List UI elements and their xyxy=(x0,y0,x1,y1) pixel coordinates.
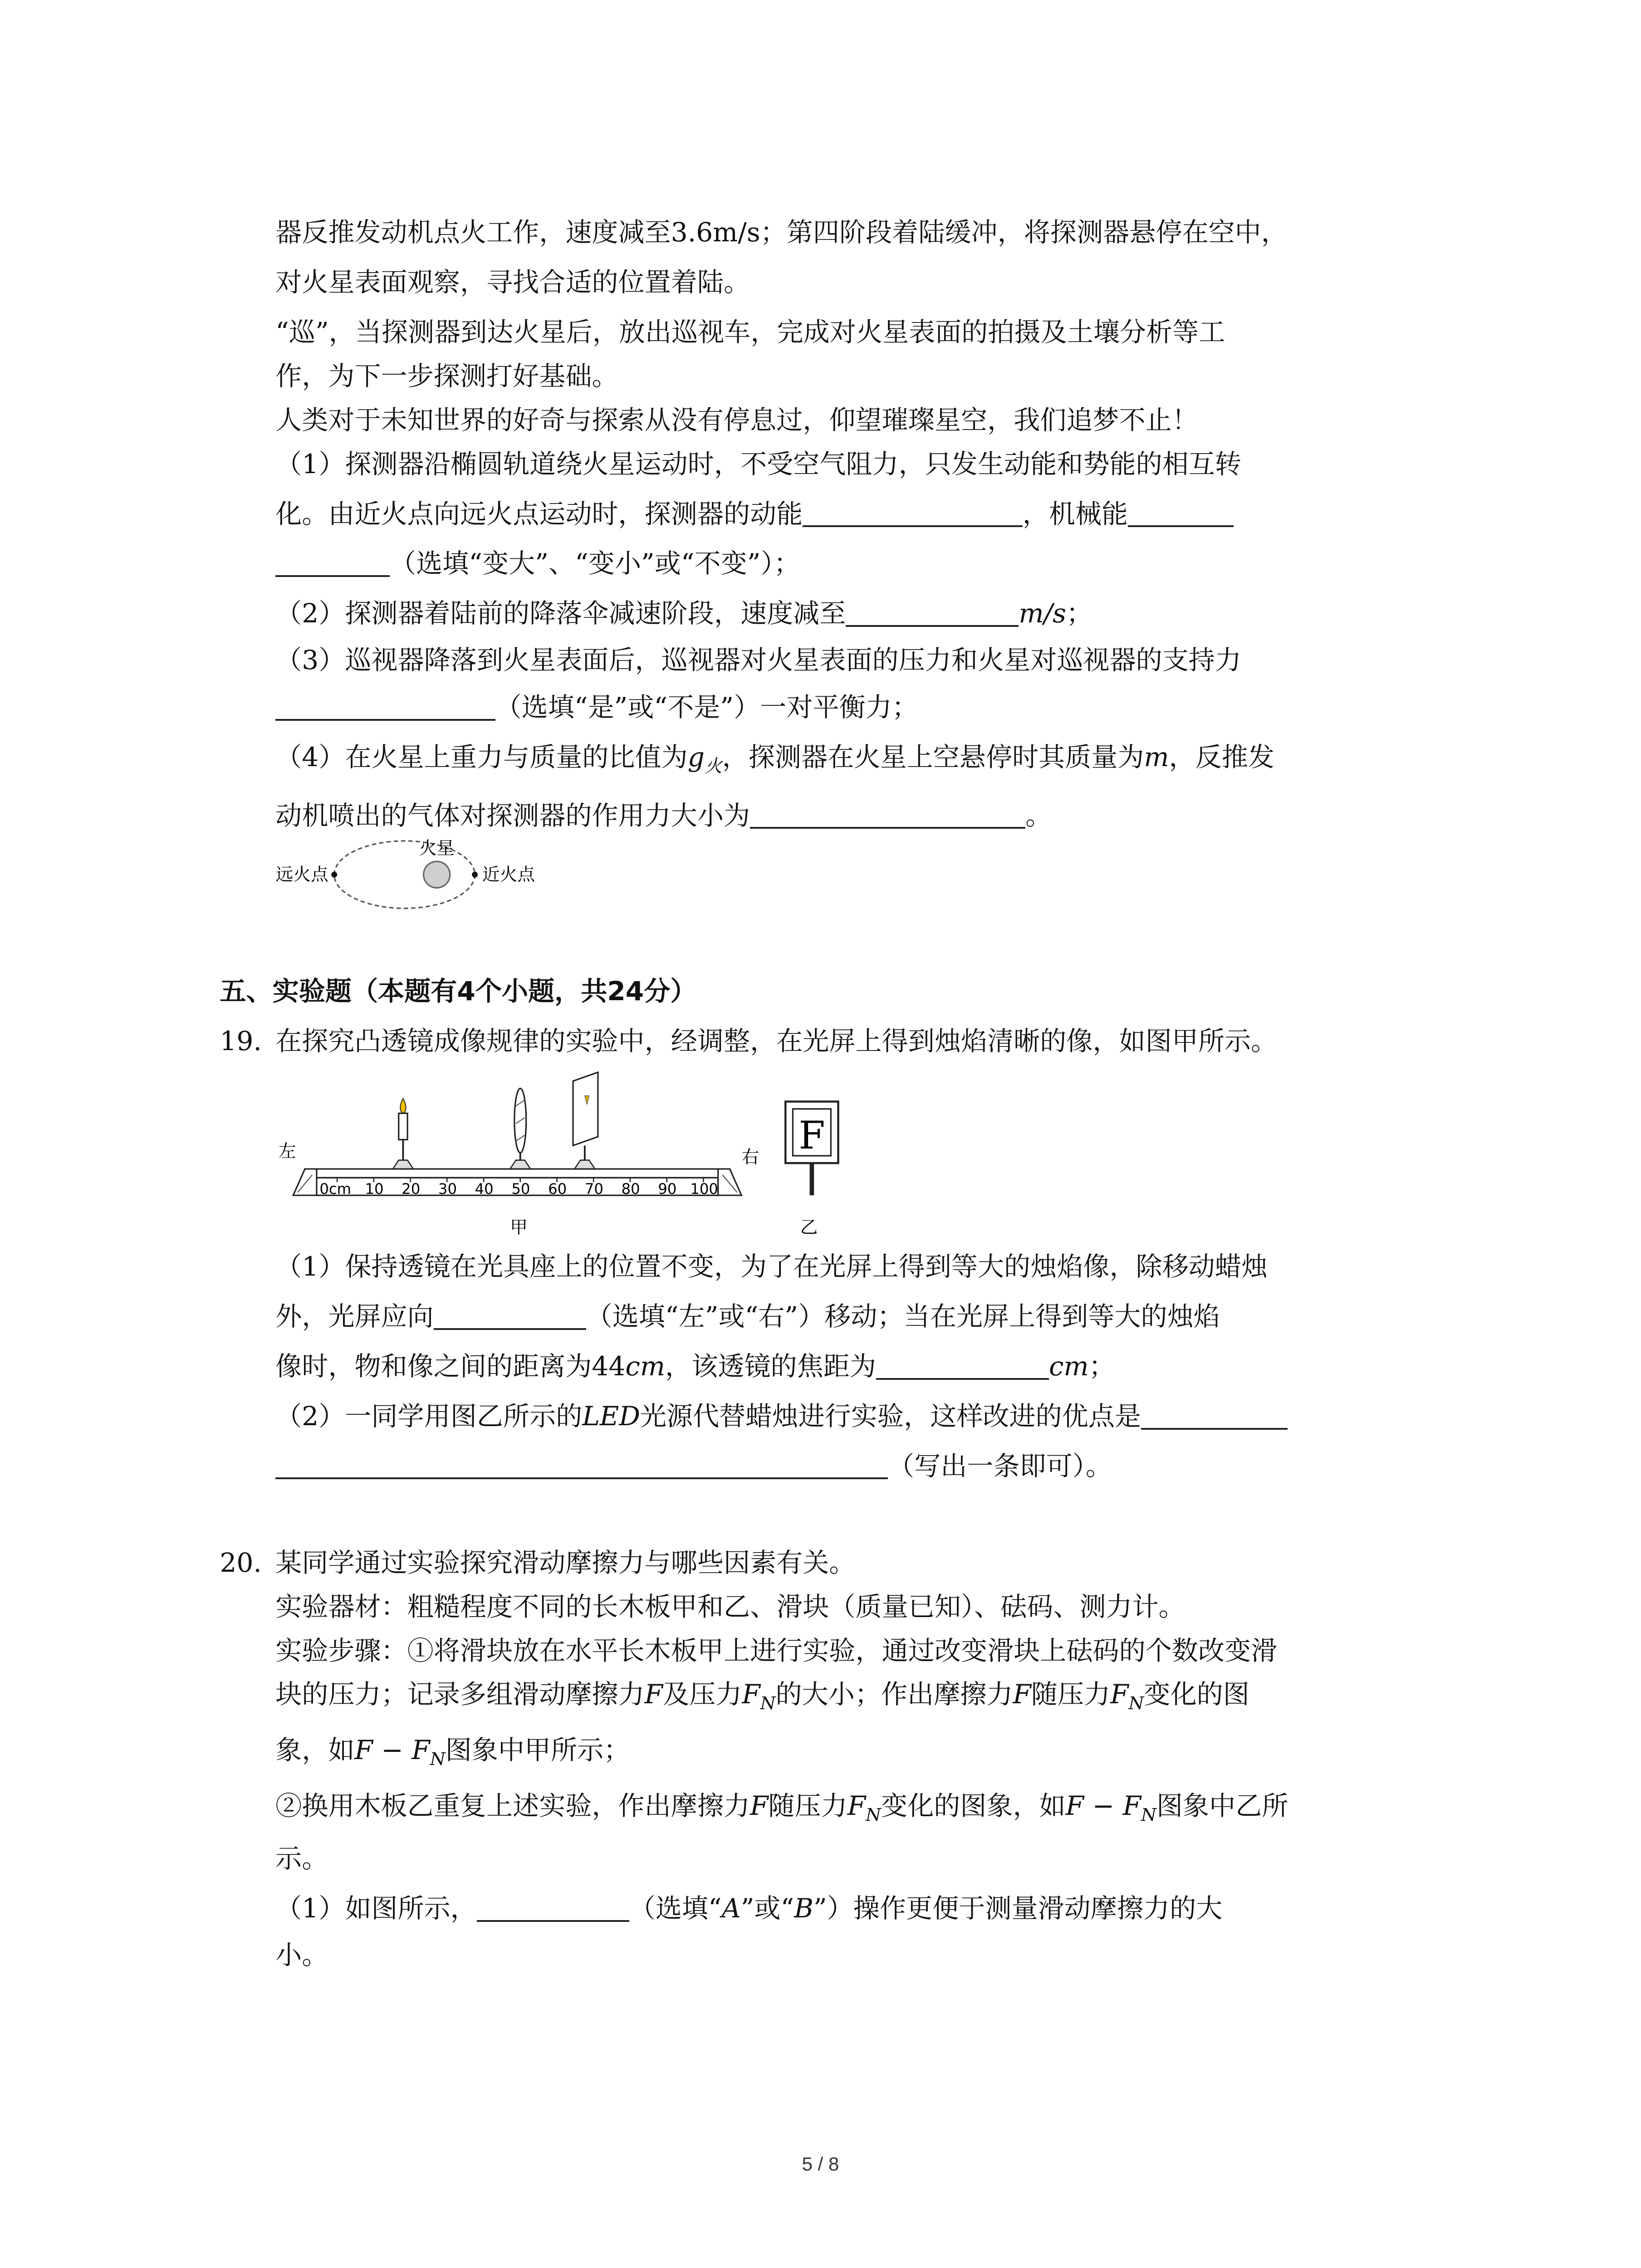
answer-blank-advantage-cont[interactable] xyxy=(275,1451,888,1479)
q20-part1-line-2: 小。 xyxy=(275,1940,328,1971)
q18-line-1: 器反推发动机点火工作，速度减至3.6m/s；第四阶段着陆缓冲，将探测器悬停在空中， xyxy=(275,217,1288,248)
answer-blank-mechanical-energy-cont[interactable] xyxy=(275,549,390,577)
answer-blank-focal-length[interactable] xyxy=(876,1352,1049,1380)
q19-part2-line-2: （写出一条即可）。 xyxy=(275,1447,1112,1486)
bench-tick-label: 50 xyxy=(511,1180,530,1198)
bench-tick-label: 30 xyxy=(438,1180,457,1198)
q20-step2-line-1: ②换用木板乙重复上述实验，作出摩擦力F随压力$F_N$变化的图象，如$F - F_N$图象中乙所 xyxy=(275,1790,1288,1825)
q18-line-4: 作，为下一步探测打好基础。 xyxy=(275,360,618,391)
mars-orbit-figure xyxy=(273,835,551,920)
q20-step2-line-2: 示。 xyxy=(275,1843,328,1874)
page-number: 5 / 8 xyxy=(802,2153,839,2175)
mars-planet-icon xyxy=(423,861,450,888)
q19-stem: 在探究凸透镜成像规律的实验中，经调整，在光屏上得到烛焰清晰的像，如图甲所示。 xyxy=(275,1026,1278,1057)
answer-blank-speed[interactable] xyxy=(846,599,1019,627)
optical-bench-figure xyxy=(273,1066,859,1245)
light-screen xyxy=(573,1072,598,1145)
answer-blank-kinetic-energy[interactable] xyxy=(803,499,1022,527)
answer-blank-balance-force[interactable] xyxy=(275,692,495,720)
far-point-label: 远火点 xyxy=(275,864,328,885)
q18-part2: （2）探测器着陆前的降落伞减速阶段，速度减至 m/s； xyxy=(275,598,1093,629)
q18-part1-line-1: （1）探测器沿椭圆轨道绕火星运动时，不受空气阻力，只发生动能和势能的相互转 xyxy=(275,448,1242,479)
section-5-heading: 五、实验题（本题有4个小题，共24分） xyxy=(220,976,697,1007)
q18-line-5: 人类对于未知世界的好奇与探索从没有停息过，仰望璀璨星空，我们追梦不止！ xyxy=(275,404,1198,435)
bench-tick-labels xyxy=(319,1178,718,1198)
near-point-dot xyxy=(472,871,478,877)
led-f-letter: F xyxy=(798,1113,825,1158)
q19-part1-line-1: （1）保持透镜在光具座上的位置不变，为了在光屏上得到等大的烛焰像，除移动蜡烛 xyxy=(275,1251,1268,1282)
figure-label-yi: 乙 xyxy=(800,1217,818,1238)
mars-label: 火星 xyxy=(419,838,455,859)
q18-part3-line-2: （选填“是”或“不是”）一对平衡力； xyxy=(275,689,918,727)
candle xyxy=(398,1113,407,1139)
answer-blank-operation-choice[interactable] xyxy=(477,1893,629,1921)
bench-tick-label: 90 xyxy=(657,1180,677,1198)
bench-tick-label: 70 xyxy=(584,1180,603,1198)
figure-label-jia: 甲 xyxy=(509,1217,528,1238)
q20-part1-line-1: （1）如图所示， （选填“A”或“B”）操作更便于测量滑动摩擦力的大 xyxy=(275,1892,1223,1924)
bench-left-label: 左 xyxy=(278,1141,296,1162)
candle-flame-icon xyxy=(400,1099,406,1113)
q18-part4-line-2: 动机喷出的气体对探测器的作用力大小为 。 xyxy=(275,800,1052,831)
answer-blank-thrust-force[interactable] xyxy=(750,801,1025,829)
q20-step1-line-2: 块的压力；记录多组滑动摩擦力F及压力$F_N$的大小；作出摩擦力F随压力$F_N$变化的图 xyxy=(275,1679,1249,1714)
q18-part1-line-2: 化。由近火点向远火点运动时，探测器的动能 ，机械能 xyxy=(275,495,1234,533)
answer-blank-screen-direction[interactable] xyxy=(434,1302,586,1330)
q20-step1-line-1: 实验步骤：①将滑块放在水平长木板甲上进行实验，通过改变滑块上砝码的个数改变滑 xyxy=(275,1635,1278,1666)
bench-tick-label: 100 xyxy=(690,1180,718,1198)
answer-blank-advantage[interactable] xyxy=(1141,1401,1288,1429)
bench-tick-label: 0cm xyxy=(319,1180,351,1198)
q19-part2-line-1: （2）一同学用图乙所示的LED光源代替蜡烛进行实验，这样改进的优点是 xyxy=(275,1398,1288,1436)
q18-part3-line-1: （3）巡视器降落到火星表面后，巡视器对火星表面的压力和火星对巡视器的支持力 xyxy=(275,645,1242,676)
q18-part1-line-3: （选填“变大”、“变小”或“不变”）； xyxy=(275,545,800,583)
near-point-label: 近火点 xyxy=(482,864,535,885)
far-point-dot xyxy=(331,871,337,877)
bench-tick-label: 10 xyxy=(365,1180,384,1198)
q20-number: 20. xyxy=(220,1547,262,1578)
q18-line-3: “巡”，当探测器到达火星后，放出巡视车，完成对火星表面的拍摄及土壤分析等工 xyxy=(275,317,1225,348)
bench-right-label: 右 xyxy=(741,1147,759,1168)
optical-bench-rail xyxy=(305,1169,730,1178)
bench-tick-label: 20 xyxy=(401,1180,420,1198)
bench-tick-label: 60 xyxy=(548,1180,567,1198)
bench-tick-label: 80 xyxy=(621,1180,640,1198)
answer-blank-mechanical-energy[interactable] xyxy=(1128,499,1234,527)
q18-part4-line-1: （4）在火星上重力与质量的比值为$g_火$，探测器在火星上空悬停时其质量为m，反推发 xyxy=(275,741,1274,777)
q20-step1-line-3: 象，如$F - F_N$图象中甲所示； xyxy=(275,1735,630,1770)
q19-part1-line-3: 像时，物和像之间的距离为44cm，该透镜的焦距为 cm； xyxy=(275,1351,1115,1382)
q19-number: 19. xyxy=(220,1026,262,1057)
q18-line-2: 对火星表面观察，寻找合适的位置着陆。 xyxy=(275,267,750,298)
q20-equipment: 实验器材：粗糙程度不同的长木板甲和乙、滑块（质量已知）、砝码、测力计。 xyxy=(275,1591,1185,1622)
q20-stem: 某同学通过实验探究滑动摩擦力与哪些因素有关。 xyxy=(275,1547,856,1578)
bench-tick-label: 40 xyxy=(475,1180,494,1198)
q19-part1-line-2: 外，光屏应向 （选填“左”或“右”）移动；当在光屏上得到等大的烛焰 xyxy=(275,1301,1220,1332)
